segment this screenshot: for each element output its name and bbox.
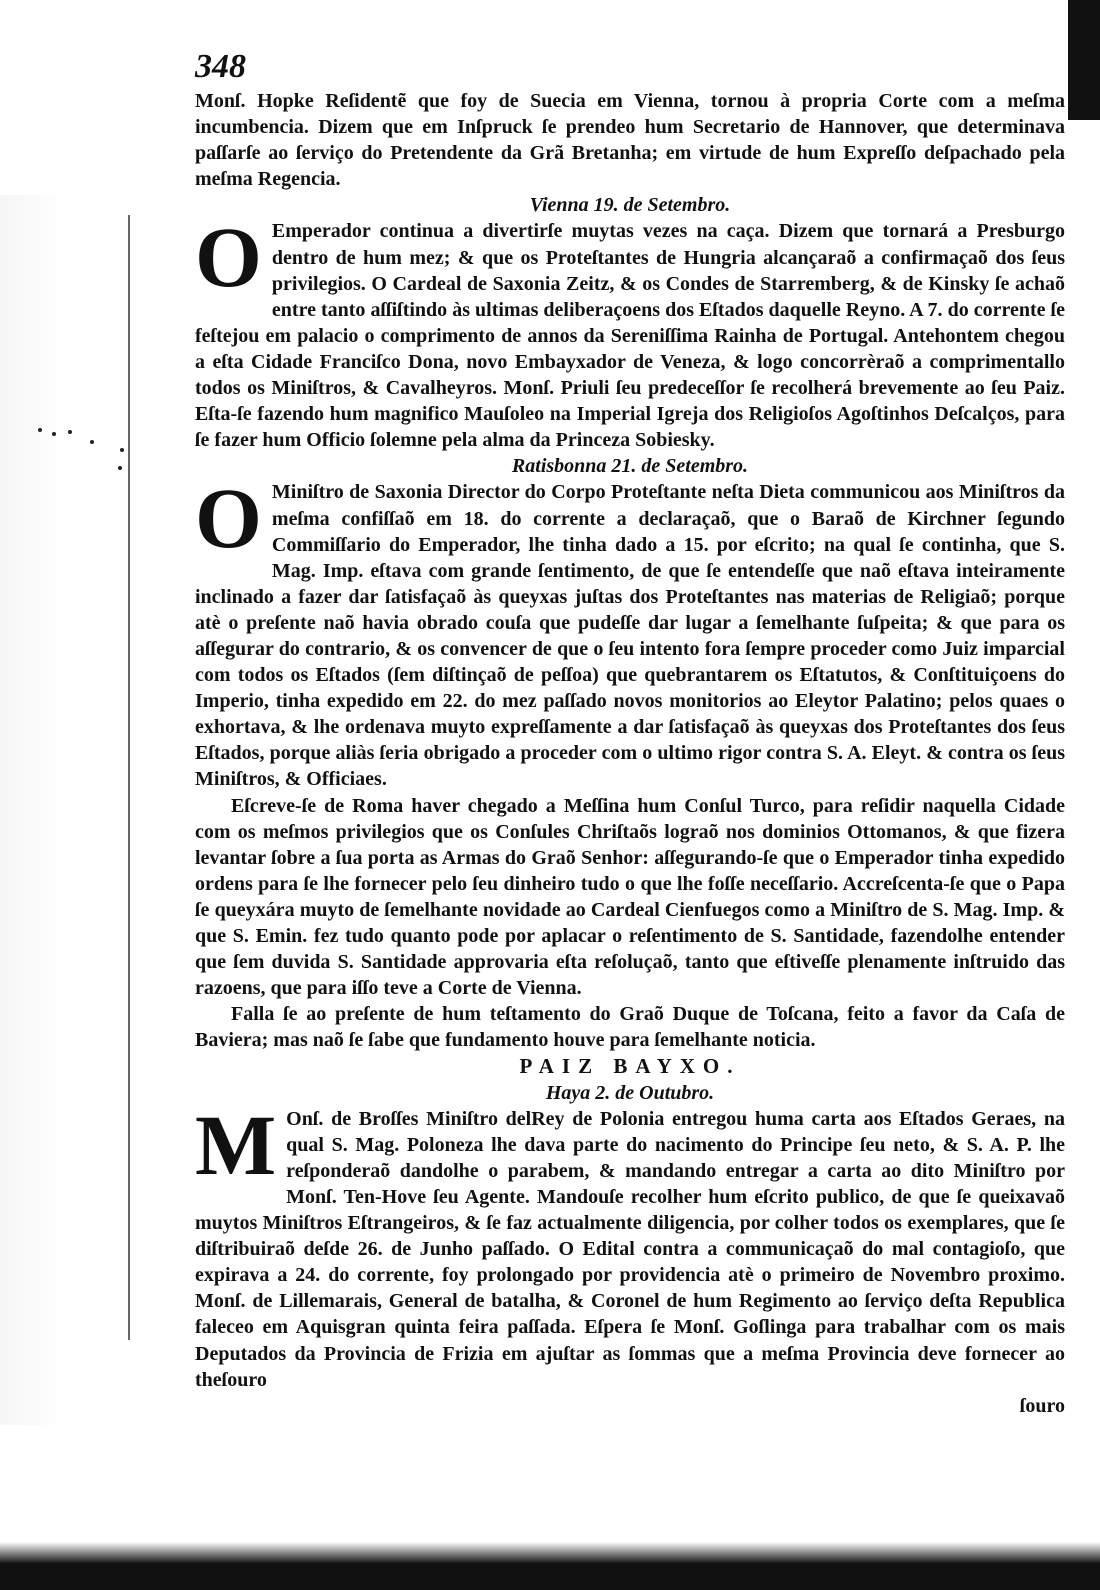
section-heading-paiz-bayxo: PAIZ BAYXO. xyxy=(519,1054,741,1079)
binding-shadow xyxy=(0,195,112,1425)
paragraph-toscana: Falla ſe ao preſente de hum teſtamento do Graõ Duque de Toſcana, feito a favor da Caſa de Baviera; mas naõ ſe ſabe que fundamento houve para ſemelhante noticia. xyxy=(195,1003,1065,1052)
paragraph-haya xyxy=(195,1096,1065,1393)
paragraph-vienna-text: Emperador continua a divertirſe muytas vezes na caça. Dizem que tornará a Presburgo dentro de hum mez; & que os Proteſtantes de Hungria alcançaraõ a confirmaçaõ dos ſeus privilegios. O Cardeal de Saxonia Zeitz, & os Condes de Starremberg, & de Kinsky ſe achaõ entre tanto aſſiſtindo às ultimas deliberaçoens dos Eſtados daquelle Reyno. A 7. do corrente ſe feſtejou em palacio o comprimento de annos da Sereniſſima Rainha de Portugal. Antehontem chegou a eſta Cidade Franciſco Dona, novo Embayxador de Veneza, & logo concorrèraõ a comprimentallo todos os Miniſtros, & Cavalheyros. Monſ. Priuli ſeu predeceſſor ſe recolherá brevemente ao ſeu Paiz. Eſta-ſe fazendo hum magnifico Mauſoleo na Imperial Igreja dos Religioſos Agoſtinhos Deſcalços, para ſe fazer hum Officio ſolemne pela alma da Princeza Sobiesky. xyxy=(195,220,1065,452)
binding-line xyxy=(128,215,130,1340)
drop-cap-haya: M xyxy=(195,1096,277,1193)
paragraph-hopke: Monſ. Hopke Reſidentẽ que foy de Suecia em Vienna, tornou à propria Corte com a meſma incumbencia. Dizem que em Inſpruck ſe prendeo hum Secretario de Hannover, que determinava paſſarſe ao ſerviço do Pretendente da Grã Bretanha; em virtude de hum Expreſſo deſpachado pela meſma Regencia. xyxy=(195,90,1065,191)
text-column xyxy=(195,88,1065,1419)
paragraph-ratisbonna-text: Miniſtro de Saxonia Director do Corpo Proteſtante neſta Dieta communicou aos Miniſtros da meſma confiſſaõ em 18. do corrente a declaraçaõ, que o Baraõ de Kirchner ſegundo Commiſſario do Emperador, lhe tinha dado a 15. por eſcrito; na qual ſe continha, que S. Mag. Imp. eſtava com grande ſentimento, de que ſe entendeſſe que naõ eſtava inteiramente inclinado a fazer dar ſatisfaçaõ às queyxas juſtas dos Proteſtantes nas materias de Religiaõ; porque atè o preſente naõ havia obrado couſa que pudeſſe dar lugar a ſemelhante ſuſpeita; & que para os aſſegurar do contrario, & os convencer de que o ſeu intento fora ſempre proceder como Juiz imparcial com todos os Eſtados (ſem diſtinçaõ de peſſoa) que quebrantarem os Eſtatutos, & Conſtituiçoens do Imperio, tinha expedido em 22. do mez paſſado novos monitorios ao Eleytor Palatino; pelos quaes o exhortava, & lhe ordenava muyto expreſſamente a dar ſatisfaçaõ às queyxas dos Proteſtantes dos ſeus Eſtados, porque aliàs ſeria obrigado a proceder com o ultimo rigor contra S. A. Eleyt. & contra os ſeus Miniſtros, & Officiaes. xyxy=(195,481,1065,791)
paragraph-roma: Eſcreve-ſe de Roma haver chegado a Meſſina hum Conſul Turco, para reſidir naquella Cidade com os meſmos privilegios que os Conſules Chriſtaõs lograõ nos dominios Ottomanos, & que fizera levantar ſobre a ſua porta as Armas do Graõ Senhor: aſſegurando-ſe que o Emperador tinha expedido ordens para ſe lhe fornecer pelo ſeu dinheiro tudo o que lhe foſſe neceſſario. Accreſcenta-ſe que o Papa ſe queyxára muyto de ſemelhante novidade ao Cardeal Cienfuegos como a Miniſtro de S. Mag. Imp. & que S. Emin. fez tudo quanto pode por aplacar o reſentimento de S. Santidade, fazendolhe entender que ſem duvida S. Santidade approvaria eſta reſoluçaõ, tanto que eſtiveſſe plenamente inſtruido das razoens, que para iſſo teve a Corte de Vienna. xyxy=(195,794,1065,1000)
dateline-vienna: Vienna 19. de Setembro. xyxy=(529,194,731,217)
paragraph-haya-text: Onſ. de Broſſes Miniſtro delRey de Polonia entregou huma carta aos Eſtados Geraes, na qual S. Mag. Poloneza lhe dava parte do nacimento do Principe ſeu neto, & S. A. P. lhe reſponderaõ dandolhe o parabem, & mandando entregar a carta ao dito Miniſtro por Monſ. Ten-Hove ſeu Agente. Mandouſe recolher hum eſcrito publico, de que ſe queixavaõ muytos Miniſtros Eſtrangeiros, & ſe faz actualmente diligencia, por colher todos os exemplares, que ſe diſtribuiraõ deſde 26. de Junho paſſado. O Edital contra a communicaçaõ do mal contagioſo, que expirava a 24. do corrente, foy prolongado por providencia atè o primeiro de Novembro proximo. Monſ. de Lillemarais, General de batalha, & Coronel de hum Regimento ao ſerviço deſta Republica faleceo em Aquisgran quinta feira paſſada. Eſpera ſe Monſ. Goſlinga para trabalhar com os mais Deputados da Provincia de Frizia em ajuſtar as ſommas que a meſma Provincia deve fornecer ao theſouro xyxy=(195,1107,1065,1391)
paragraph-ratisbonna xyxy=(195,470,1065,792)
drop-cap-vienna: O xyxy=(195,209,262,306)
scan-border-bottom xyxy=(0,1542,1100,1590)
drop-cap-ratisbonna: O xyxy=(195,470,262,567)
dateline-ratisbonna: Ratisbonna 21. de Setembro. xyxy=(511,455,749,478)
dateline-haya: Haya 2. de Outubro. xyxy=(545,1081,715,1104)
scan-border-top-right xyxy=(1068,0,1100,120)
paragraph-vienna xyxy=(195,209,1065,453)
page-number: 348 xyxy=(195,48,246,85)
catchword: ſouro xyxy=(1019,1394,1065,1417)
